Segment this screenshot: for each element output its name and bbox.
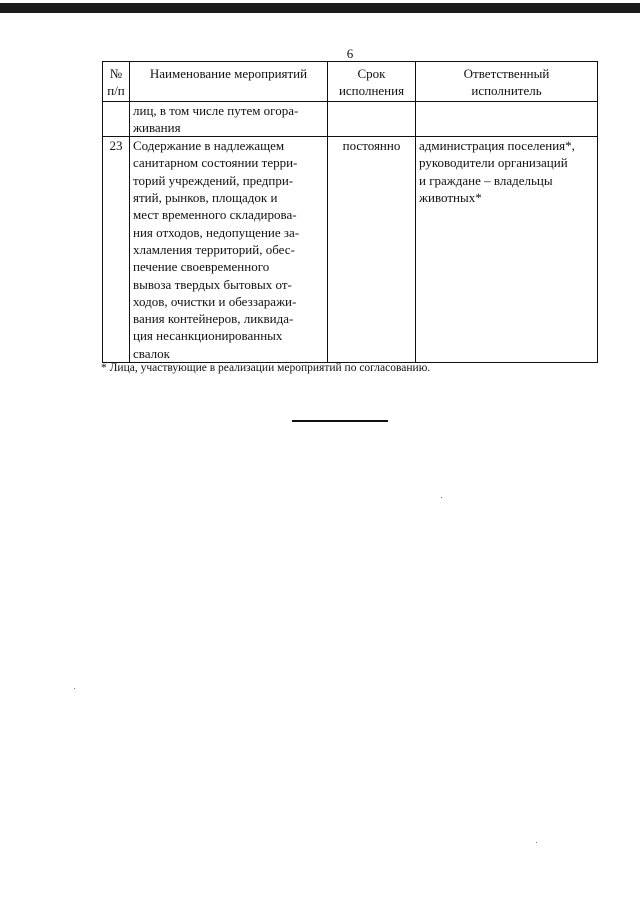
row-responsible-cell — [416, 137, 598, 363]
scan-edge-bar — [0, 3, 640, 13]
name-line: мест временного складирова- — [133, 207, 297, 223]
row-term-cell — [328, 101, 416, 137]
responsible-line: животных* — [419, 190, 482, 206]
name-line: ятий, рынков, площадок и — [133, 190, 278, 206]
name-line: печение своевременного — [133, 259, 270, 275]
header-line: п/п — [107, 83, 125, 99]
header-name — [130, 62, 328, 102]
name-line: Содержание в надлежащем — [133, 138, 285, 154]
end-of-document-rule — [292, 420, 388, 422]
header-number — [103, 62, 130, 102]
scan-speck — [74, 688, 75, 689]
name-line: вывоза твердых бытовых от- — [133, 276, 292, 292]
row-term-cell: постоянно — [328, 137, 416, 363]
header-line: Ответственный — [463, 66, 550, 81]
row-name-cell — [130, 101, 328, 137]
page-number: 6 — [346, 46, 354, 61]
name-line: свалок — [133, 345, 170, 361]
row-name-cell — [130, 137, 328, 363]
header-line: № — [109, 66, 123, 81]
header-responsible — [416, 62, 598, 102]
scan-speck — [536, 842, 537, 843]
row-responsible-cell — [416, 101, 598, 137]
name-line: живания — [133, 119, 181, 135]
name-line: вания контейнеров, ликвида- — [133, 311, 294, 327]
header-line: Наименование мероприятий — [149, 66, 308, 81]
name-line: санитарном состоянии терри- — [133, 155, 298, 171]
name-line: хламления территорий, обес- — [133, 241, 295, 257]
header-term — [328, 62, 416, 102]
header-line: Срок — [357, 66, 386, 81]
responsible-line: руководители организаций — [419, 155, 568, 171]
header-line: исполнитель — [471, 83, 542, 99]
header-line: исполнения — [338, 83, 405, 99]
table-header-row — [103, 62, 598, 102]
responsible-line: и граждане – владельцы — [419, 172, 553, 188]
table-row — [103, 101, 598, 137]
name-line: торий учреждений, предпри- — [133, 172, 294, 188]
scan-speck — [441, 497, 442, 498]
row-number-cell — [103, 101, 130, 137]
row-number-cell: 23 — [103, 137, 130, 363]
name-line: ходов, очистки и обеззаражи- — [133, 293, 297, 309]
measures-table — [102, 61, 598, 363]
responsible-line: администрация поселения*, — [419, 138, 575, 154]
footnote: * Лица, участвующие в реализации мероприятий по согласованию. — [101, 362, 431, 374]
name-line: ния отходов, недопущение за- — [133, 224, 300, 240]
name-line: ция несанкционированных — [133, 328, 283, 344]
name-line: лиц, в том числе путем огора- — [133, 102, 299, 118]
table-row — [103, 137, 598, 363]
